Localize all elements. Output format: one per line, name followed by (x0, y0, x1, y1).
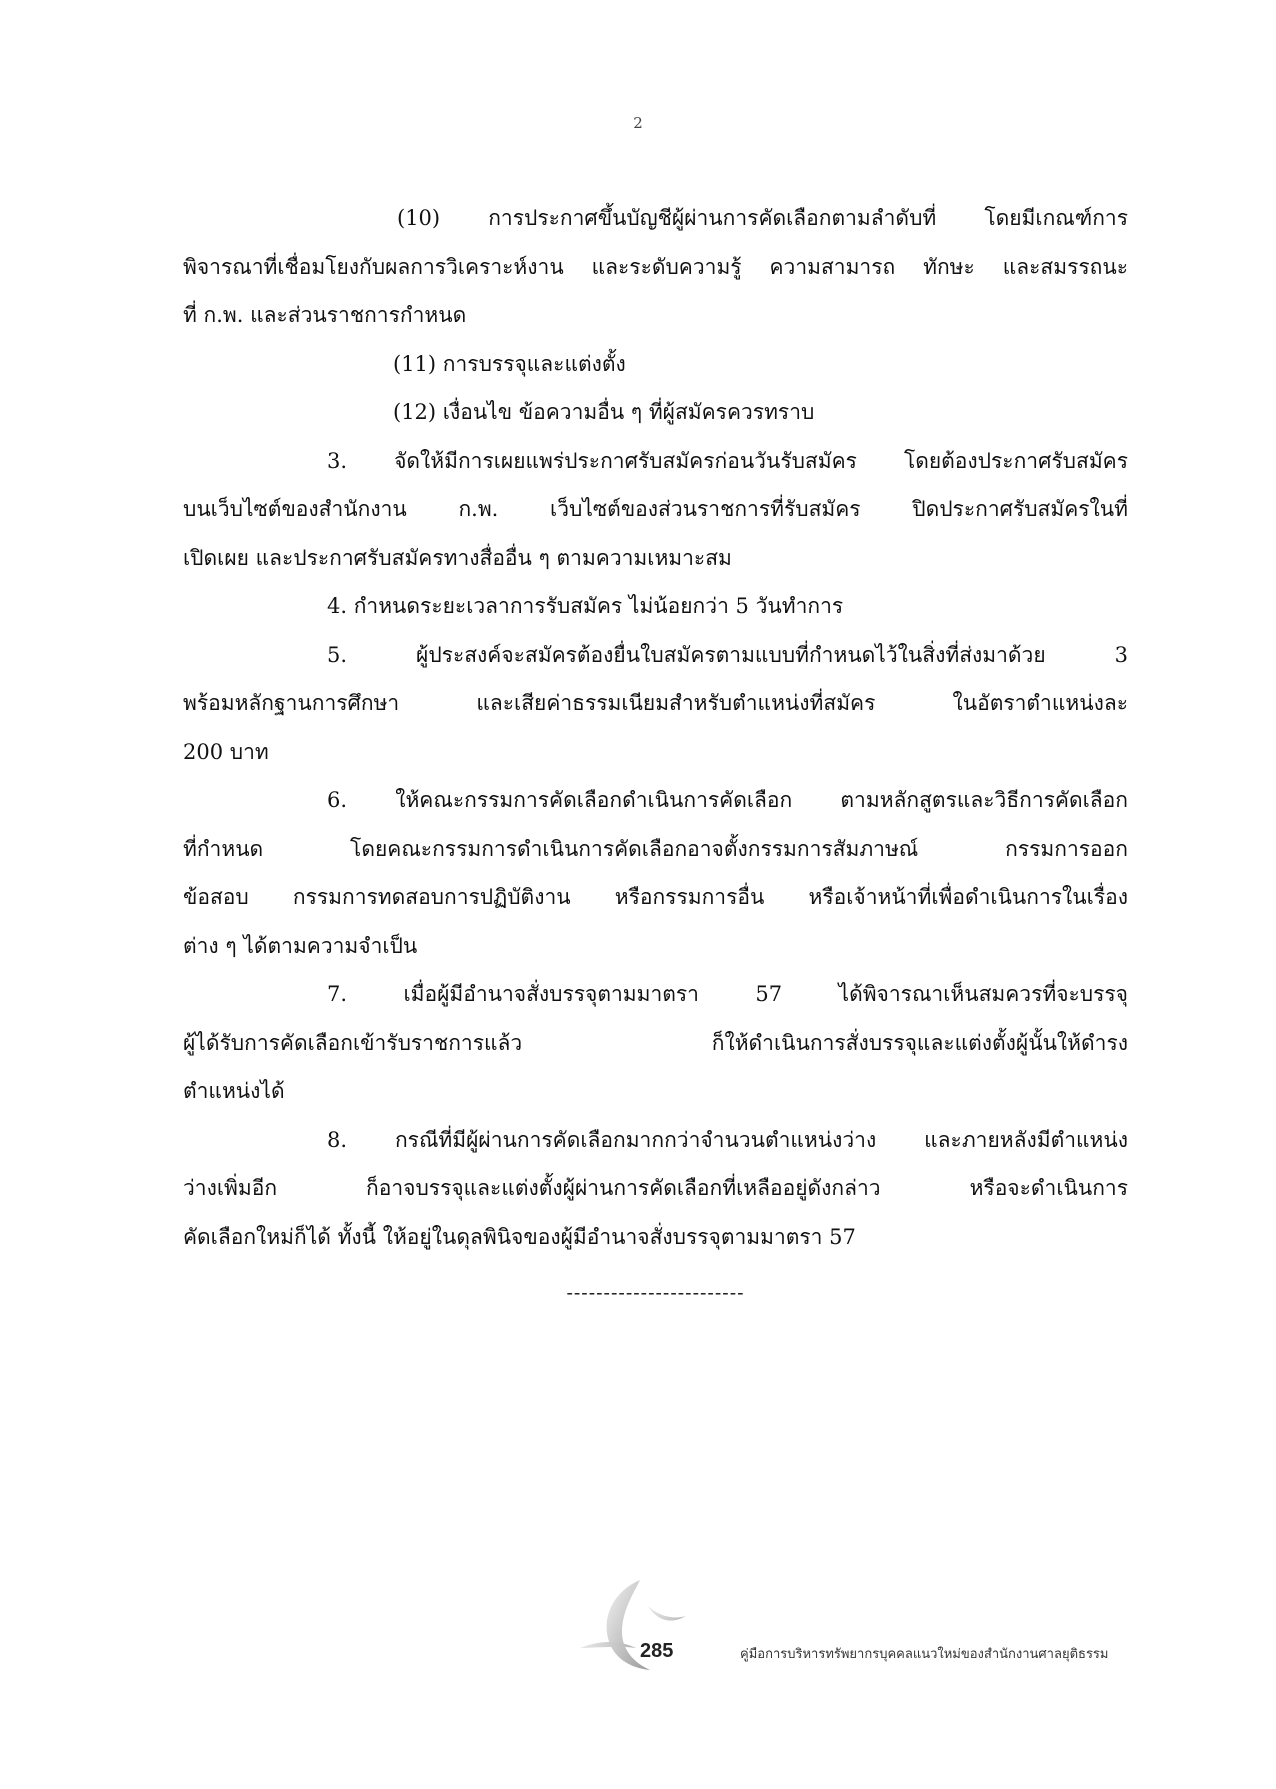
paragraph-line: (11) การบรรจุและแต่งตั้ง (393, 351, 626, 376)
paragraph-line: 8. กรณีที่มีผู้ผ่านการคัดเลือกมากกว่าจำนวนตำแหน่งว่าง และภายหลังมีตำแหน่ง (327, 1127, 1128, 1152)
paragraph-line: ตำแหน่งได้ (183, 1079, 285, 1103)
paragraph-line: ข้อสอบ กรรมการทดสอบการปฏิบัติงาน หรือกรรมการอื่น หรือเจ้าหน้าที่เพื่อดำเนินการในเรื่อง (183, 885, 1128, 909)
paragraph-line: เปิดเผย และประกาศรับสมัครทางสื่ออื่น ๆ ตามความเหมาะสม (183, 545, 732, 570)
paragraph-line: ต่าง ๆ ได้ตามความจำเป็น (183, 933, 418, 958)
page-number: 2 (633, 114, 643, 132)
paragraph-line: ที่ ก.พ. และส่วนราชการกำหนด (183, 303, 467, 327)
paragraph-line: 200 บาท (183, 739, 269, 764)
paragraph-line: 3. จัดให้มีการเผยแพร่ประกาศรับสมัครก่อนวันรับสมัคร โดยต้องประกาศรับสมัคร (327, 448, 1128, 473)
end-divider: ------------------------ (566, 1282, 745, 1304)
paragraph-line: 7. เมื่อผู้มีอำนาจสั่งบรรจุตามมาตรา 57 ได้พิจารณาเห็นสมควรที่จะบรรจุ (327, 982, 1128, 1006)
paragraph-line: 5. ผู้ประสงค์จะสมัครต้องยื่นใบสมัครตามแบบที่กำหนดไว้ในสิ่งที่ส่งมาด้วย 3 (327, 642, 1128, 667)
paragraph-line: ว่างเพิ่มอีก ก็อาจบรรจุและแต่งตั้งผู้ผ่านการคัดเลือกที่เหลืออยู่ดังกล่าว หรือจะดำเนินการ (183, 1176, 1128, 1200)
paragraph-line: 4. กำหนดระยะเวลาการรับสมัคร ไม่น้อยกว่า 5 วันทำการ (327, 594, 844, 618)
paragraph-line: (12) เงื่อนไข ข้อความอื่น ๆ ที่ผู้สมัครควรทราบ (393, 400, 815, 424)
footer-page-number: 285 (640, 1640, 674, 1662)
paragraph-line: 6. ให้คณะกรรมการคัดเลือกดำเนินการคัดเลือก ตามหลักสูตรและวิธีการคัดเลือก (327, 788, 1128, 812)
paragraph-line: (10) การประกาศขึ้นบัญชีผู้ผ่านการคัดเลือกตามลำดับที่ โดยมีเกณฑ์การ (397, 206, 1128, 230)
footer-title: คู่มือการบริหารทรัพยากรบุคคลแนวใหม่ของสำนักงานศาลยุติธรรม (740, 1647, 1109, 1662)
paragraph-line: ผู้ได้รับการคัดเลือกเข้ารับราชการแล้ว ก็ให้ดำเนินการสั่งบรรจุและแต่งตั้งผู้นั้นให้ดำรง (183, 1030, 1128, 1055)
paragraph-line: พร้อมหลักฐานการศึกษา และเสียค่าธรรมเนียมสำหรับตำแหน่งที่สมัคร ในอัตราตำแหน่งละ (183, 691, 1128, 715)
paragraph-line: พิจารณาที่เชื่อมโยงกับผลการวิเคราะห์งาน และระดับความรู้ ความสามารถ ทักษะ และสมรรถนะ (183, 254, 1128, 279)
document-body (183, 194, 1128, 1318)
paragraph-line: บนเว็บไซต์ของสำนักงาน ก.พ. เว็บไซต์ของส่วนราชการที่รับสมัคร ปิดประกาศรับสมัครในที่ (183, 497, 1128, 521)
paragraph-line: คัดเลือกใหม่ก็ได้ ทั้งนี้ ให้อยู่ในดุลพินิจของผู้มีอำนาจสั่งบรรจุตามมาตรา 57 (183, 1224, 856, 1249)
paragraph-line: ที่กำหนด โดยคณะกรรมการดำเนินการคัดเลือกอาจตั้งกรรมการสัมภาษณ์ กรรมการออก (183, 836, 1128, 861)
